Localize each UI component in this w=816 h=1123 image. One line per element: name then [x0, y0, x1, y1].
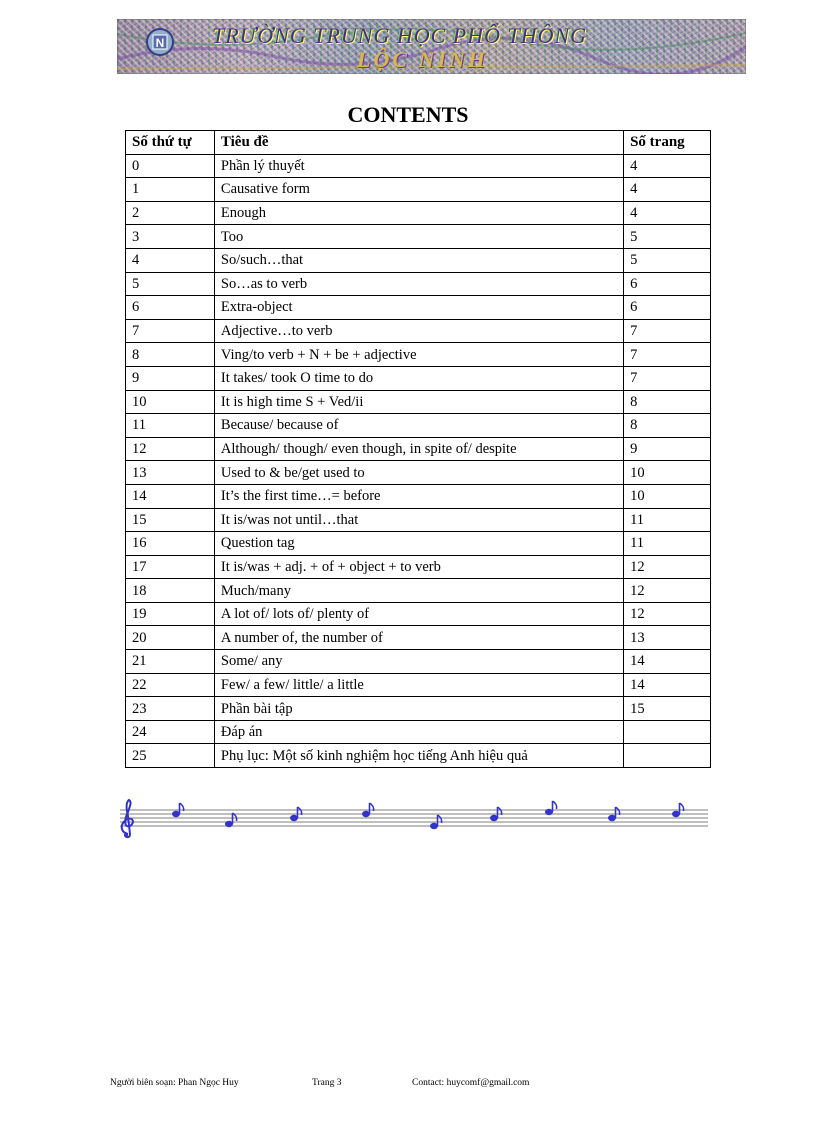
row-page: 4	[624, 178, 711, 202]
header-number: Số thứ tự	[126, 131, 215, 155]
row-title: Much/many	[214, 579, 623, 603]
row-number: 25	[126, 744, 215, 768]
school-banner	[117, 19, 746, 74]
table-row	[126, 720, 711, 744]
row-title: Enough	[214, 201, 623, 225]
music-staff-decoration	[116, 798, 708, 840]
table-row	[126, 178, 711, 202]
row-page: 7	[624, 343, 711, 367]
row-page: 15	[624, 697, 711, 721]
row-page: 5	[624, 248, 711, 272]
row-title: Some/ any	[214, 650, 623, 674]
footer-page-number: Trang 3	[312, 1078, 342, 1088]
row-title: Phần lý thuyết	[214, 154, 623, 178]
table-row	[126, 532, 711, 556]
row-title: Đáp án	[214, 720, 623, 744]
table-row	[126, 461, 711, 485]
row-page: 12	[624, 555, 711, 579]
table-row	[126, 390, 711, 414]
row-number: 7	[126, 319, 215, 343]
row-title: Phụ lục: Một số kinh nghiệm học tiếng Anh hiệu quả	[214, 744, 623, 768]
row-title: Too	[214, 225, 623, 249]
table-row	[126, 626, 711, 650]
row-page: 7	[624, 319, 711, 343]
row-page: 9	[624, 437, 711, 461]
table-row	[126, 555, 711, 579]
row-page: 8	[624, 390, 711, 414]
row-page: 10	[624, 484, 711, 508]
row-title: Few/ a few/ little/ a little	[214, 673, 623, 697]
table-row	[126, 744, 711, 768]
row-number: 11	[126, 414, 215, 438]
row-title: It is/was not until…that	[214, 508, 623, 532]
row-number: 5	[126, 272, 215, 296]
row-number: 21	[126, 650, 215, 674]
banner-school-type: TRƯỜNG TRUNG HỌC PHỔ THÔNG	[212, 23, 588, 48]
row-number: 22	[126, 673, 215, 697]
table-body	[126, 154, 711, 767]
music-note-icon	[225, 813, 237, 827]
row-title: It takes/ took O time to do	[214, 366, 623, 390]
contents-table	[125, 130, 711, 768]
row-page: 13	[624, 626, 711, 650]
row-number: 6	[126, 296, 215, 320]
table-row	[126, 414, 711, 438]
row-number: 3	[126, 225, 215, 249]
row-title: A number of, the number of	[214, 626, 623, 650]
row-number: 17	[126, 555, 215, 579]
row-title: Used to & be/get used to	[214, 461, 623, 485]
row-page: 11	[624, 508, 711, 532]
row-title: So/such…that	[214, 248, 623, 272]
row-page: 14	[624, 673, 711, 697]
row-number: 24	[126, 720, 215, 744]
row-title: Phần bài tập	[214, 697, 623, 721]
row-page: 10	[624, 461, 711, 485]
table-row	[126, 343, 711, 367]
table-row	[126, 579, 711, 603]
row-number: 8	[126, 343, 215, 367]
row-number: 1	[126, 178, 215, 202]
table-row	[126, 201, 711, 225]
row-number: 12	[126, 437, 215, 461]
table-row	[126, 484, 711, 508]
row-page: 11	[624, 532, 711, 556]
music-note-icon	[545, 801, 557, 815]
table-row	[126, 602, 711, 626]
school-logo-icon	[145, 27, 175, 57]
row-number: 2	[126, 201, 215, 225]
table-row	[126, 366, 711, 390]
table-row	[126, 508, 711, 532]
row-title: It is/was + adj. + of + object + to verb	[214, 555, 623, 579]
row-title: Causative form	[214, 178, 623, 202]
footer-author: Người biên soạn: Phan Ngọc Huy	[110, 1078, 239, 1088]
row-title: It is high time S + Ved/ii	[214, 390, 623, 414]
table-row	[126, 319, 711, 343]
row-title: So…as to verb	[214, 272, 623, 296]
header-title: Tiêu đề	[214, 131, 623, 155]
row-number: 18	[126, 579, 215, 603]
row-number: 15	[126, 508, 215, 532]
row-number: 10	[126, 390, 215, 414]
table-row	[126, 673, 711, 697]
row-number: 0	[126, 154, 215, 178]
table-row	[126, 650, 711, 674]
row-title: It’s the first time…= before	[214, 484, 623, 508]
row-page: 4	[624, 201, 711, 225]
row-title: Extra-object	[214, 296, 623, 320]
table-row	[126, 272, 711, 296]
row-page: 6	[624, 272, 711, 296]
table-row	[126, 697, 711, 721]
row-page: 6	[624, 296, 711, 320]
treble-clef-icon	[122, 800, 133, 837]
row-page: 14	[624, 650, 711, 674]
row-number: 9	[126, 366, 215, 390]
table-row	[126, 225, 711, 249]
row-number: 16	[126, 532, 215, 556]
row-page: 5	[624, 225, 711, 249]
table-header-row	[126, 131, 711, 155]
row-title: Because/ because of	[214, 414, 623, 438]
page-title: CONTENTS	[347, 102, 469, 127]
footer-contact: Contact: huycomf@gmail.com	[412, 1078, 530, 1088]
row-title: Although/ though/ even though, in spite of/ despite	[214, 437, 623, 461]
row-number: 14	[126, 484, 215, 508]
table-row	[126, 437, 711, 461]
table-row	[126, 154, 711, 178]
row-page: 7	[624, 366, 711, 390]
row-page: 4	[624, 154, 711, 178]
banner-school-name: LỘC NINH	[357, 47, 488, 72]
row-number: 4	[126, 248, 215, 272]
header-page: Số trang	[624, 131, 711, 155]
row-number: 20	[126, 626, 215, 650]
table-row	[126, 296, 711, 320]
row-page: 12	[624, 579, 711, 603]
row-title: Adjective…to verb	[214, 319, 623, 343]
school-logo-letter: N	[155, 36, 165, 50]
row-number: 19	[126, 602, 215, 626]
table-row	[126, 248, 711, 272]
row-number: 23	[126, 697, 215, 721]
row-title: Question tag	[214, 532, 623, 556]
row-page	[624, 720, 711, 744]
row-title: A lot of/ lots of/ plenty of	[214, 602, 623, 626]
row-page: 8	[624, 414, 711, 438]
row-page: 12	[624, 602, 711, 626]
row-number: 13	[126, 461, 215, 485]
row-page	[624, 744, 711, 768]
row-title: Ving/to verb + N + be + adjective	[214, 343, 623, 367]
